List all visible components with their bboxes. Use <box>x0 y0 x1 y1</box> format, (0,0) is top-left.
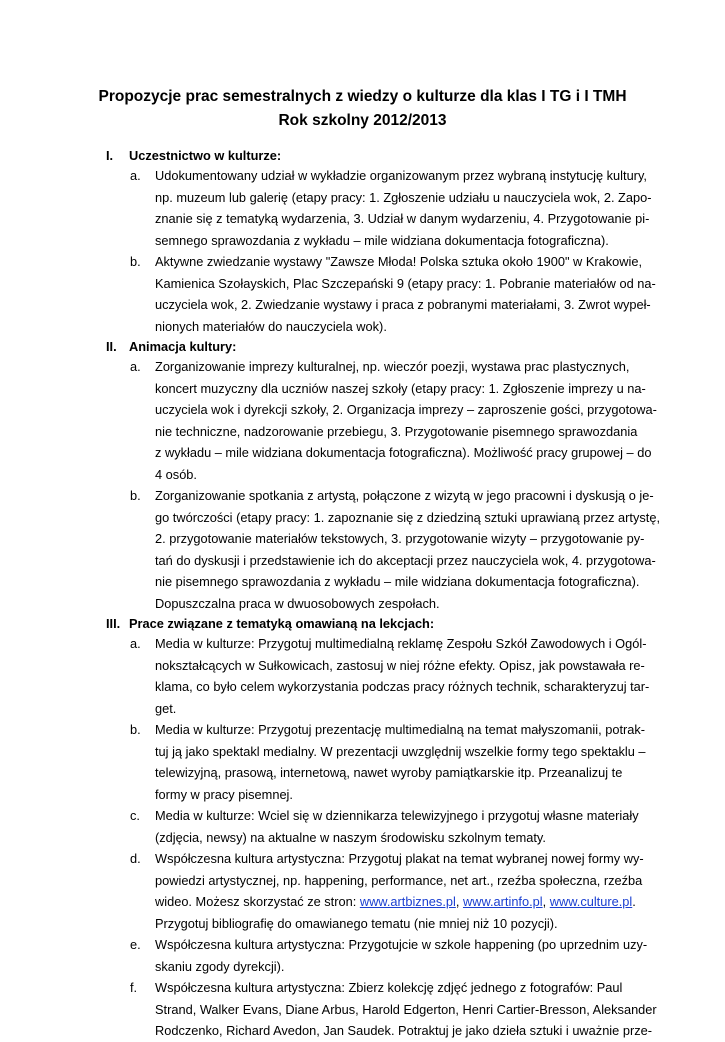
text-line <box>155 1020 725 1042</box>
website-link[interactable]: www.artbiznes.pl <box>359 894 456 909</box>
text-segment: semnego sprawozdania z wykładu – mile widziana dokumentacja fotograficzna). <box>155 232 609 248</box>
text-line <box>155 571 725 593</box>
website-link[interactable]: www.culture.pl <box>549 894 633 909</box>
text-line <box>155 593 725 615</box>
section-numeral: I. <box>106 148 114 163</box>
document-body <box>0 146 725 1042</box>
section-title: Prace związane z tematyką omawianą na lekcjach: <box>129 616 435 631</box>
text-segment: uczyciela wok, 2. Zwiedzanie wystawy i praca z pobranymi materiałami, 3. Zwrot wypeł- <box>155 297 651 312</box>
text-line <box>155 676 725 698</box>
text-segment: klama, co było celem wykorzystania podczas pracy różnych technik, scharakteryzuj tar- <box>155 679 650 694</box>
text-line <box>155 187 725 209</box>
section-heading <box>0 146 725 165</box>
section-title: Animacja kultury: <box>129 339 237 354</box>
text-line <box>155 719 725 741</box>
list-item-letter: f. <box>130 980 138 995</box>
text-line <box>155 421 725 443</box>
text-segment: nokształcących w Sułkowicach, zastosuj w niej różne efekty. Opisz, jak powstawała re- <box>155 657 645 673</box>
text-line <box>155 633 725 655</box>
text-segment: Kamienica Szołayskich, Plac Szczepański 9 (etapy pracy: 1. Pobranie materiałów od na- <box>155 275 656 291</box>
section-numeral: III. <box>106 616 121 631</box>
list-item <box>0 848 725 934</box>
list-item-letter: d. <box>130 851 141 866</box>
list-item-letter: a. <box>130 636 141 651</box>
list-item <box>0 805 725 848</box>
text-line <box>155 934 725 956</box>
text-segment: Aktywne zwiedzanie wystawy "Zawsze Młoda! Polska sztuka około 1900" w Krakowie, <box>155 254 643 269</box>
text-segment: nie pisemnego sprawozdania z wykładu – mile widziana dokumentacja fotograficzna). <box>155 574 640 589</box>
text-segment: formy w pracy pisemnej. <box>155 786 293 802</box>
text-segment: tań do dyskusji i przedstawienie ich do akceptacji przez nauczyciela wok, 4. przygotowa- <box>155 552 656 568</box>
text-line <box>155 741 725 763</box>
text-line <box>155 464 725 486</box>
text-segment: Udokumentowany udział w wykładzie organizowanym przez wybraną instytucję kultury, <box>155 168 647 183</box>
section-numeral: II. <box>106 339 117 354</box>
text-line <box>155 294 725 316</box>
text-segment: 2. przygotowanie materiałów tekstowych, 3. przygotowanie wizyty – przygotowanie py- <box>155 531 645 546</box>
list-item <box>0 485 725 614</box>
list-item <box>0 719 725 805</box>
text-segment: znanie się z tematyką wydarzenia, 3. Udział w danym wydarzeniu, 4. Przygotowanie pi- <box>155 211 650 226</box>
text-line <box>155 655 725 677</box>
text-line <box>155 230 725 252</box>
text-segment: nie techniczne, nadzorowanie przebiegu, 3. Przygotowanie pisemnego sprawozdania <box>155 423 638 439</box>
section-heading <box>0 614 725 633</box>
text-segment: Strand, Walker Evans, Diane Arbus, Harold Edgerton, Henri Cartier-Bresson, Aleksander <box>155 1001 657 1017</box>
list-item-letter: c. <box>130 808 140 823</box>
text-line <box>155 273 725 295</box>
text-segment: Zorganizowanie imprezy kulturalnej, np. wieczór poezji, wystawa prac plastycznych, <box>155 359 630 374</box>
text-segment: uczyciela wok i dyrekcji szkoły, 2. Organizacja imprezy – zaproszenie gości, przygotowa- <box>155 402 657 417</box>
text-line <box>155 698 725 720</box>
text-line <box>155 399 725 421</box>
text-segment: z wykładu – mile widziana dokumentacja fotograficzna). Możliwość pracy grupowej – do <box>155 445 652 460</box>
text-segment: Media w kulturze: Przygotuj prezentację multimedialną na temat małyszomanii, potrak- <box>155 722 646 737</box>
list-item-letter: b. <box>130 254 141 269</box>
text-line <box>155 208 725 230</box>
text-segment: 4 osób. <box>155 466 197 482</box>
text-segment: get. <box>155 700 177 716</box>
text-line <box>155 356 725 378</box>
list-item <box>0 165 725 251</box>
list-item-letter: e. <box>130 937 141 952</box>
text-line <box>155 805 725 827</box>
text-segment: . <box>632 894 636 909</box>
text-segment: , <box>455 894 463 909</box>
text-segment: (zdjęcia, newsy) na aktualne w naszym środowisku szkolnym tematy. <box>155 829 546 845</box>
text-line <box>155 827 725 849</box>
text-segment: np. muzeum lub galerię (etapy pracy: 1. Zgłoszenie udziału u nauczyciela wok, 2. Zapo- <box>155 189 652 205</box>
text-line <box>155 442 725 464</box>
text-line <box>155 999 725 1021</box>
text-line <box>155 762 725 784</box>
text-line <box>155 165 725 187</box>
text-segment: wideo. Możesz skorzystać ze stron: <box>155 894 360 909</box>
text-line <box>155 913 725 935</box>
list-item-letter: b. <box>130 488 141 503</box>
text-line <box>155 316 725 338</box>
list-item <box>0 934 725 977</box>
text-line <box>155 251 725 273</box>
list-item <box>0 356 725 485</box>
text-segment: powiedzi artystycznej, np. happening, performance, net art., rzeźba społeczna, rzeźba <box>155 872 643 888</box>
text-segment: Współczesna kultura artystyczna: Przygotuj plakat na temat wybranej nowej formy wy- <box>155 851 644 866</box>
text-segment: Media w kulturze: Wciel się w dziennikarza telewizyjnego i przygotuj własne materiały <box>155 808 639 823</box>
text-segment: telewizyjną, prasową, internetową, nawet wyroby pamiątkarskie itp. Przeanalizuj te <box>155 765 623 780</box>
text-segment: Zorganizowanie spotkania z artystą, połączone z wizytą w jego pracowni i dyskusją o je- <box>155 488 654 503</box>
text-segment: Przygotuj bibliografię do omawianego tematu (nie mniej niż 10 pozycji). <box>155 915 558 931</box>
text-segment: go twórczości (etapy pracy: 1. zapoznanie się z dziedziną sztuki uprawianą przez artystę, <box>155 509 661 525</box>
section-title: Uczestnictwo w kulturze: <box>129 148 282 163</box>
list-item-letter: a. <box>130 359 141 374</box>
text-segment: tuj ją jako spektakl medialny. W prezentacji uwzględnij wszelkie formy tego spektaklu – <box>155 743 646 759</box>
text-line <box>155 550 725 572</box>
document-title: Propozycje prac semestralnych z wiedzy o kulturze dla klas I TG i I TMH <box>98 88 627 105</box>
text-segment: Dopuszczalna praca w dwuosobowych zespołach. <box>155 595 440 611</box>
list-item-letter: a. <box>130 168 141 183</box>
text-segment: koncert muzyczny dla uczniów naszej szkoły (etapy pracy: 1. Zgłoszenie imprezy u na- <box>155 380 646 396</box>
section-heading <box>0 337 725 356</box>
text-line <box>155 891 725 913</box>
text-segment: nionych materiałów do nauczyciela wok). <box>155 318 387 334</box>
list-item-letter: b. <box>130 722 141 737</box>
text-line <box>155 528 725 550</box>
document-subtitle-school-year: Rok szkolny 2012/2013 <box>278 112 447 129</box>
list-item <box>0 977 725 1042</box>
text-line <box>155 870 725 892</box>
text-line <box>155 378 725 400</box>
text-segment: Współczesna kultura artystyczna: Zbierz kolekcję zdjęć jednego z fotografów: Paul <box>155 980 623 995</box>
list-item <box>0 633 725 719</box>
text-line <box>155 848 725 870</box>
text-segment: Współczesna kultura artystyczna: Przygotujcie w szkole happening (po uprzednim uzy- <box>155 937 648 952</box>
text-line <box>155 507 725 529</box>
text-segment: skaniu zgody dyrekcji). <box>155 958 285 974</box>
text-line <box>155 784 725 806</box>
text-segment: Rodczenko, Richard Avedon, Jan Saudek. Potraktuj je jako dzieła sztuki i uważnie prze- <box>155 1023 652 1038</box>
text-segment: , <box>542 894 550 909</box>
text-segment: Media w kulturze: Przygotuj multimedialną reklamę Zespołu Szkół Zawodowych i Ogól- <box>155 636 647 651</box>
text-line <box>155 956 725 978</box>
text-line <box>155 977 725 999</box>
text-line <box>155 485 725 507</box>
website-link[interactable]: www.artinfo.pl <box>462 894 543 909</box>
list-item <box>0 251 725 337</box>
